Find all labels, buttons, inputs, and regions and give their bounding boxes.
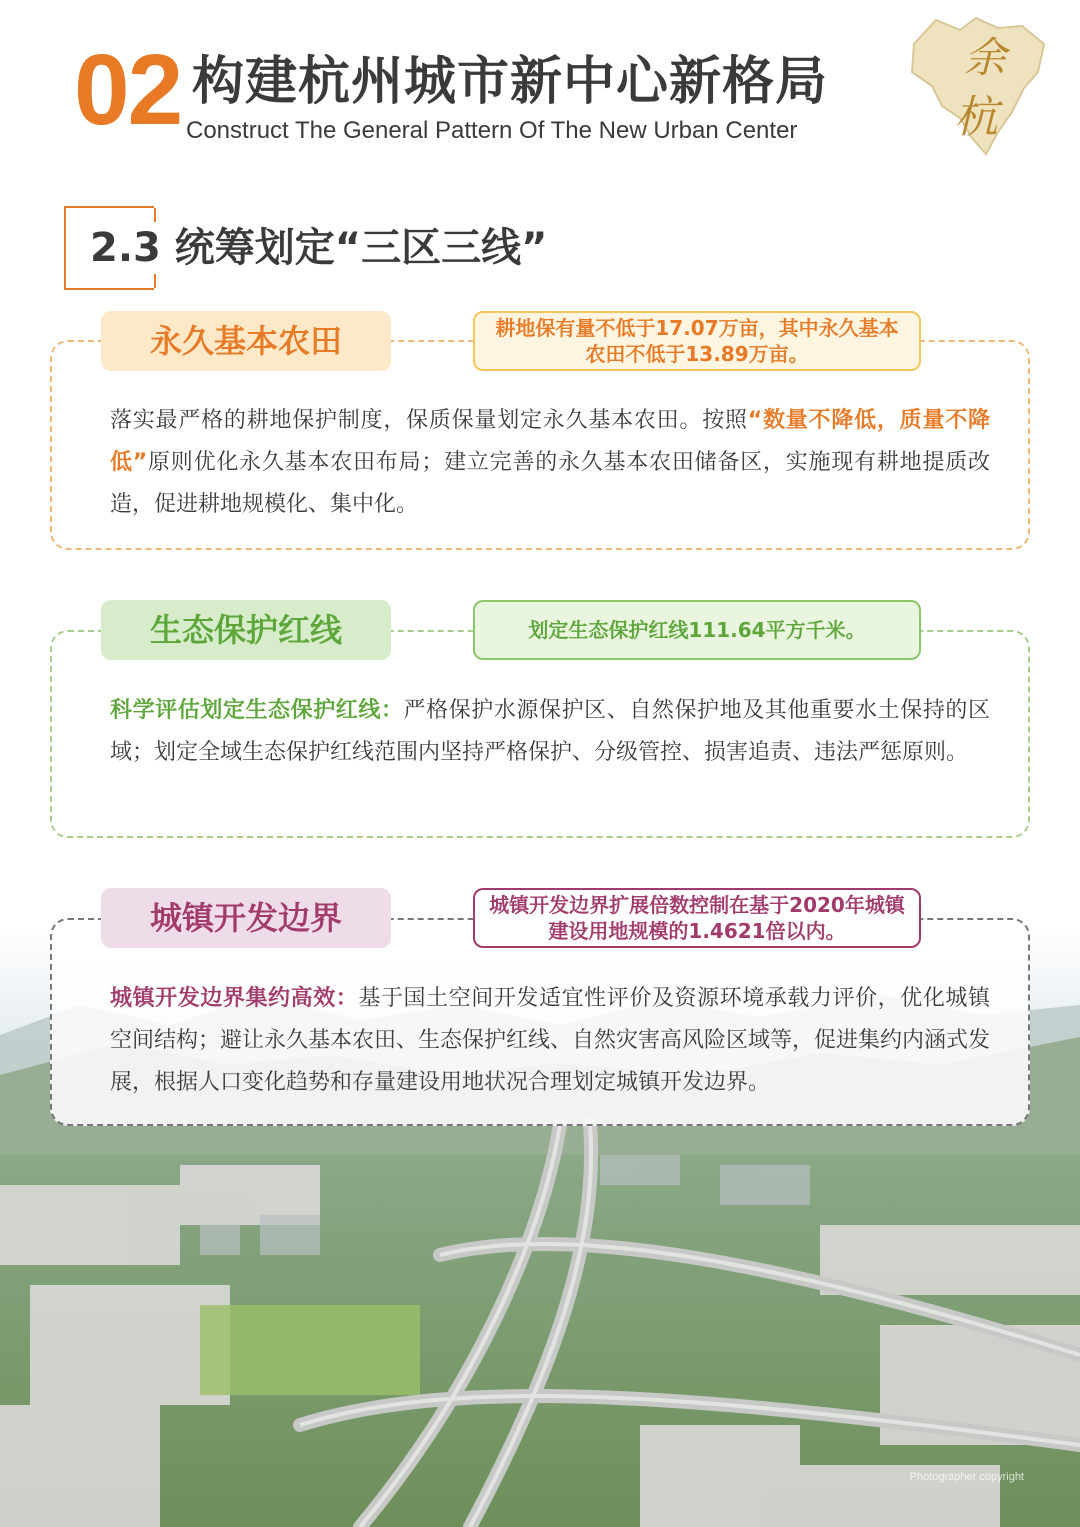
- card-urban-body: [110, 978, 990, 1104]
- chapter-title: 构建杭州城市新中心新格局: [192, 52, 829, 112]
- logo-char-1: 余: [964, 33, 1007, 82]
- card-ecology-body: [110, 690, 990, 774]
- card-ecology-body-text: 严格保护水源保护区、自然保护地及其他重要水土保持的区域；划定全域生态保护红线范围内坚持严格保护、分级管控、损害追责、违法严惩原则。: [110, 698, 990, 765]
- card-farmland-title: 永久基本农田: [101, 311, 391, 371]
- card-farmland-note-text: 耕地保有量不低于17.07万亩，其中永久基本农田不低于13.89万亩。: [495, 316, 899, 366]
- card-urban-note-text: 城镇开发边界扩展倍数控制在基于2020年城镇建设用地规模的1.4621倍以内。: [489, 893, 905, 943]
- card-farmland-body-2: 原则优化永久基本农田布局；建立完善的永久基本农田储备区，实施现有耕地提质改造，促进耕地规模化、集中化。: [110, 450, 990, 517]
- card-urban-body-text: 基于国土空间开发适宜性评价及资源环境承载力评价，优化城镇空间结构；避让永久基本农田、生态保护红线、自然灾害高风险区域等，促进集约内涵式发展，根据人口变化趋势和存量建设用地状况合理划定城镇开发边界。: [110, 986, 991, 1095]
- card-ecology-body-highlight: 科学评估划定生态保护红线：: [110, 698, 404, 723]
- card-farmland-body: [110, 400, 990, 526]
- section-title: 2.3 统筹划定“三区三线”: [90, 225, 548, 271]
- card-urban-title: 城镇开发边界: [101, 888, 391, 948]
- card-farmland-body-1: 落实最严格的耕地保护制度，保质保量划定永久基本农田。按照: [110, 408, 748, 433]
- chapter-number: 02: [74, 34, 182, 146]
- photo-copyright: Photographer copyright: [909, 1471, 1024, 1483]
- yuhang-map-logo: [902, 10, 1052, 160]
- card-urban-note: [473, 888, 921, 948]
- card-ecology-note-text: 划定生态保护红线111.64平方千米。: [528, 618, 866, 642]
- card-ecology-title: 生态保护红线: [101, 600, 391, 660]
- card-farmland-note: [473, 311, 921, 371]
- chapter-subtitle: Construct The General Pattern Of The New Urban Center: [186, 117, 798, 144]
- card-farmland-body-highlight: “数量不降低，质量不降低”: [110, 408, 990, 475]
- logo-char-2: 杭: [954, 92, 998, 143]
- card-urban-body-highlight: 城镇开发边界集约高效：: [110, 986, 359, 1011]
- card-ecology-note: [473, 600, 921, 660]
